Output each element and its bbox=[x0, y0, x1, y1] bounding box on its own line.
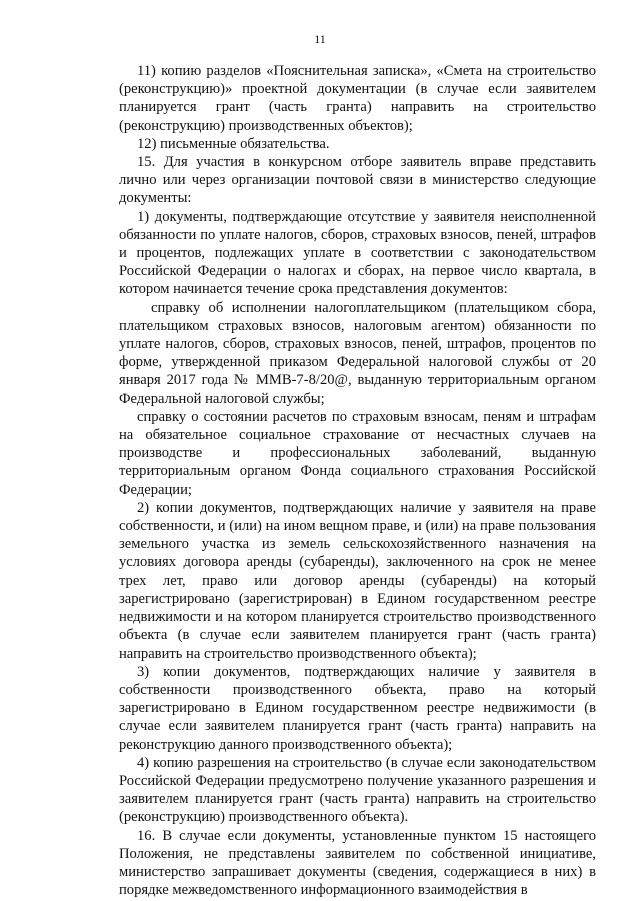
document-body bbox=[119, 62, 596, 899]
paragraph-clause-16: 16. В случае если документы, установленные пунктом 15 настоящего Положения, не представлены заявителем по собственной инициативе, министерство запрашивает документы (сведения, содержащиеся в них) в порядке межведомственного информационного взаимодействия в bbox=[119, 827, 596, 899]
paragraph-subitem-3: 3) копии документов, подтверждающих наличие у заявителя в собственности производственного объекта, право на который зарегистрировано в Едином государственном реестре недвижимости (в случае если заявителем планируется грант (часть гранта) направить на реконструкцию данного производственного объекта); bbox=[119, 663, 596, 753]
paragraph-clause-15: 15. Для участия в конкурсном отборе заявитель вправе представить лично или через организации почтовой связи в министерство следующие документы: bbox=[119, 154, 596, 207]
paragraph-tax-certificate: справку об исполнении налогоплательщиком (плательщиком сбора, плательщиком страховых взносов, налоговым агентом) обязанности по уплате налогов, сборов, страховых взносов, пеней, штрафов, процентов по форме, утвержденной приказом Федеральной налоговой службы от 20 января 2017 года № ММВ-7-8/20@, выданную территориальным органом Федеральной налоговой службы; bbox=[119, 299, 596, 407]
paragraph-item-11: 11) копию разделов «Пояснительная записка», «Смета на строительство (реконструкцию)» проектной документации (в случае если заявителем планируется грант (часть гранта) направить на строительство (реконструкцию) производственных объектов); bbox=[119, 63, 596, 134]
paragraph-insurance-certificate: справку о состоянии расчетов по страховым взносам, пеням и штрафам на обязательное социальное страхование от несчастных случаев на производстве и профессиональных заболеваний, выданную территориальным органом Фонда социального страхования Российской Федерации; bbox=[119, 408, 596, 498]
paragraph-item-12: 12) письменные обязательства. bbox=[137, 135, 330, 152]
paragraph-subitem-4: 4) копию разрешения на строительство (в случае если законодательством Российской Федерации предусмотрено получение указанного разрешения и заявителем планируется грант (часть гранта) направить на строительство (реконструкцию) производственного объекта). bbox=[119, 754, 596, 826]
paragraph-subitem-1: 1) документы, подтверждающие отсутствие у заявителя неисполненной обязанности по уплате налогов, сборов, страховых взносов, пеней, штрафов и процентов, подлежащих уплате в соответствии с законодательством Российской Федерации о налогах и сборах, на первое число квартала, в котором начинается течение срока представления документов: bbox=[119, 208, 596, 298]
paragraph-subitem-2: 2) копии документов, подтверждающих наличие у заявителя на праве собственности, и (или) на ином вещном праве, и (или) на праве пользования земельного участка из земель сельскохозяйственного назначения на условиях договора аренды (субаренды), заключенного на срок не менее трех лет, право или договор аренды (субаренды) на который зарегистрировано (зарегистрирован) в Едином государственном реестре недвижимости и на котором планируется строительство производственного объекта (в случае если заявителем планируется грант (часть гранта) направить на строительство производственного объекта); bbox=[119, 499, 596, 662]
page-number: 11 bbox=[314, 32, 326, 46]
